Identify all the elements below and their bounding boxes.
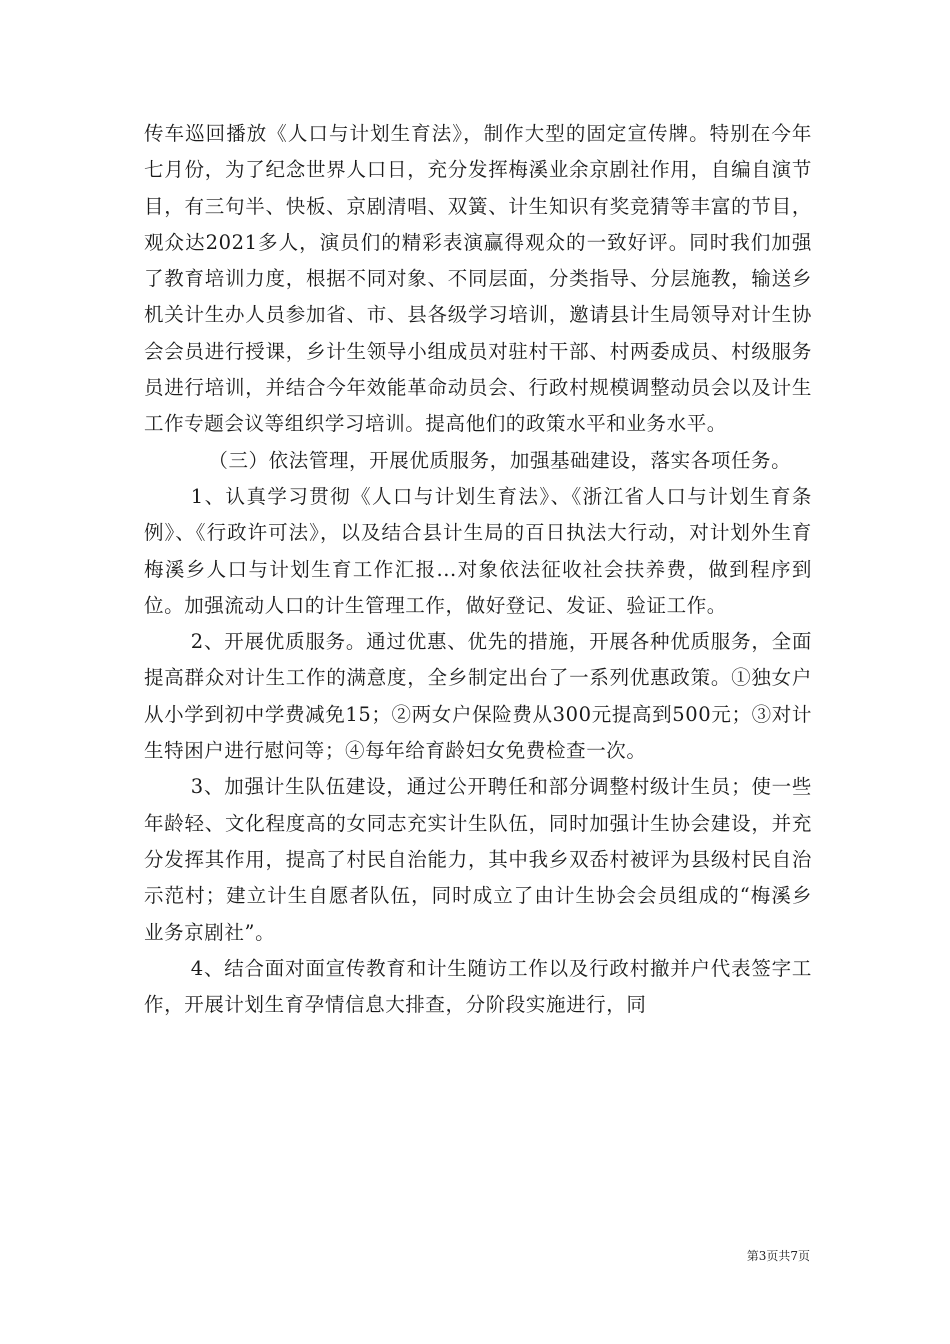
- page-number-footer: 第3页共7页: [746, 1249, 810, 1263]
- paragraph-item-1-law-enforcement: 1、认真学习贯彻《人口与计划生育法》、《浙江省人口与计划生育条例》、《行政许可法》，以及结合县计生局的百日执法大行动，对计划外生育梅溪乡人口与计划生育工作汇报...对象依法征收社会扶养费，做到程序到位。加强流动人口的计生管理工作，做好登记、发证、验证工作。: [144, 484, 812, 617]
- section-heading-3: （三）依法管理，开展优质服务，加强基础建设，落实各项任务。: [208, 448, 792, 472]
- paragraph-item-2-quality-service: 2、开展优质服务。通过优惠、优先的措施，开展各种优质服务，全面提高群众对计生工作的满意度，全乡制定出台了一系列优惠政策。①独女户从小学到初中学费减免15；②两女户保险费从300元提高到500元；③对计生特困户进行慰问等；④每年给育龄妇女免费检查一次。: [144, 630, 812, 763]
- paragraph-item-3-team-building: 3、加强计生队伍建设，通过公开聘任和部分调整村级计生员；使一些年龄轻、文化程度高的女同志充实计生队伍，同时加强计生协会建设，并充分发挥其作用，提高了村民自治能力，其中我乡双岙村被评为县级村民自治示范村；建立计生自愿者队伍，同时成立了由计生协会会员组成的“梅溪乡业务京剧社”。: [144, 775, 812, 944]
- paragraph-item-4-information-check: 4、结合面对面宣传教育和计生随访工作以及行政村撤并户代表签字工作，开展计划生育孕情信息大排查，分阶段实施进行，同: [144, 956, 812, 1017]
- paragraph-publicity-training: 传车巡回播放《人口与计划生育法》，制作大型的固定宣传牌。特别在今年七月份，为了纪念世界人口日，充分发挥梅溪业余京剧社作用，自编自演节目，有三句半、快板、京剧清唱、双簧、计生知识有奖竞猜等丰富的节目，观众达2021多人，演员们的精彩表演赢得观众的一致好评。同时我们加强了教育培训力度，根据不同对象、不同层面，分类指导、分层施教，输送乡机关计生办人员参加省、市、县各级学习培训，邀请县计生局领导对计生协会会员进行授课，乡计生领导小组成员对驻村干部、村两委成员、村级服务员进行培训，并结合今年效能革命动员会、行政村规模调整动员会以及计生工作专题会议等组织学习培训。提高他们的政策水平和业务水平。: [144, 122, 812, 436]
- document-body: [144, 116, 812, 1023]
